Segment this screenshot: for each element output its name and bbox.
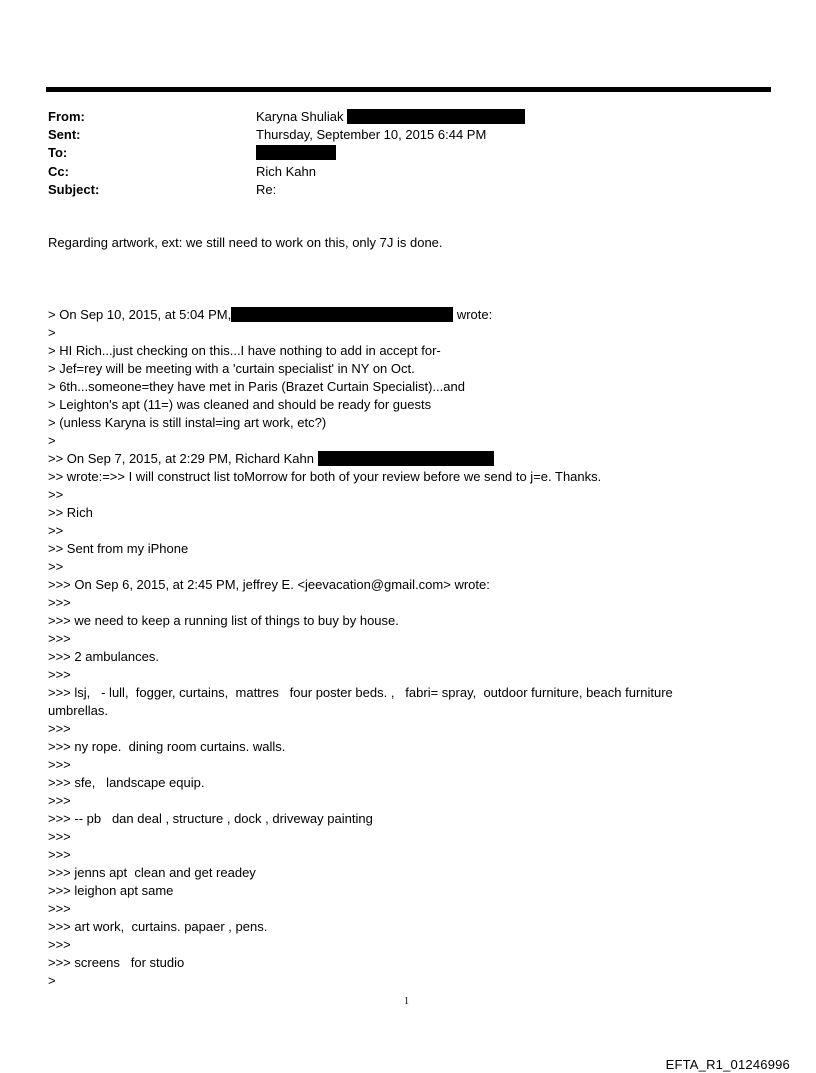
to-value (256, 144, 336, 162)
from-value (256, 108, 525, 126)
quoted-line: >>> On Sep 6, 2015, at 2:45 PM, jeffrey E. <jeevacation@gmail.com> wrote: (48, 577, 490, 592)
quoted-line: >>> screens for studio (48, 955, 185, 970)
quoted-line (48, 306, 728, 324)
quoted-line: >> (48, 523, 64, 538)
quoted-line: >> (48, 487, 64, 502)
quoted-line: >>> (48, 901, 71, 916)
document-stamp: EFTA_R1_01246996 (665, 1057, 790, 1072)
quoted-line: >>> (48, 757, 71, 772)
quoted-line: >>> 2 ambulances. (48, 649, 159, 664)
header-rule (46, 87, 771, 92)
quoted-line: >>> lsj, - lull, fogger, curtains, mattres four poster beds. , fabri= spray, outdoor furniture, beach furniture umbrellas. (48, 685, 677, 718)
quoted-line: > 6th...someone=they have met in Paris (Brazet Curtain Specialist)...and (48, 379, 465, 394)
quoted-line: >>> (48, 667, 71, 682)
to-label: To: (48, 145, 68, 161)
quoted-thread (48, 306, 728, 990)
subject-value: Re: (256, 181, 277, 197)
redaction-bar (318, 451, 494, 466)
quoted-line-text: >> On Sep 7, 2015, at 2:29 PM, Richard Kahn (48, 451, 314, 466)
quoted-line-text: wrote: (453, 307, 493, 322)
quoted-line: >>> leighon apt same (48, 883, 174, 898)
quoted-line: >>> (48, 721, 71, 736)
quoted-line: >>> -- pb dan deal , structure , dock , driveway painting (48, 811, 373, 826)
quoted-line: > (48, 433, 56, 448)
quoted-line: >>> (48, 631, 71, 646)
quoted-line: >> wrote:=>> I will construct list toMorrow for both of your review before we send to j=e. Thanks. (48, 469, 602, 484)
quoted-line: >>> art work, curtains. papaer , pens. (48, 919, 268, 934)
quoted-line: > Jef=rey will be meeting with a 'curtain specialist' in NY on Oct. (48, 361, 415, 376)
quoted-line: >>> sfe, landscape equip. (48, 775, 205, 790)
from-name: Karyna Shuliak (256, 109, 344, 124)
sent-value: Thursday, September 10, 2015 6:44 PM (256, 127, 487, 143)
quoted-line: >>> we need to keep a running list of things to buy by house. (48, 613, 399, 628)
redaction-bar (347, 109, 525, 124)
sent-label: Sent: (48, 127, 81, 143)
cc-label: Cc: (48, 163, 69, 179)
quoted-line: >>> (48, 793, 71, 808)
quoted-line: >>> ny rope. dining room curtains. walls. (48, 739, 286, 754)
quoted-line: > HI Rich...just checking on this...I have nothing to add in accept for- (48, 343, 441, 358)
subject-label: Subject: (48, 181, 100, 197)
quoted-line (48, 450, 728, 468)
quoted-line: >>> (48, 847, 71, 862)
quoted-line: >>> (48, 937, 71, 952)
message-body: Regarding artwork, ext: we still need to work on this, only 7J is done. (48, 235, 443, 250)
redaction-bar (256, 145, 336, 160)
redaction-bar (231, 307, 453, 322)
from-label: From: (48, 109, 85, 124)
quoted-line: >>> (48, 595, 71, 610)
cc-value: Rich Kahn (256, 163, 316, 179)
quoted-line: > Leighton's apt (11=) was cleaned and should be ready for guests (48, 397, 432, 412)
quoted-line: >> (48, 559, 64, 574)
quoted-line: >> Sent from my iPhone (48, 541, 189, 556)
quoted-line: >>> jenns apt clean and get readey (48, 865, 256, 880)
quoted-line: > (48, 325, 56, 340)
quoted-line-text: > On Sep 10, 2015, at 5:04 PM, (48, 307, 232, 322)
quoted-line: >> Rich (48, 505, 93, 520)
quoted-line: > (unless Karyna is still instal=ing art work, etc?) (48, 415, 327, 430)
quoted-line: > (48, 973, 56, 988)
page-number: 1 (404, 996, 409, 1007)
quoted-lines (48, 468, 728, 990)
quoted-line: >>> (48, 829, 71, 844)
quoted-lines (48, 324, 728, 450)
